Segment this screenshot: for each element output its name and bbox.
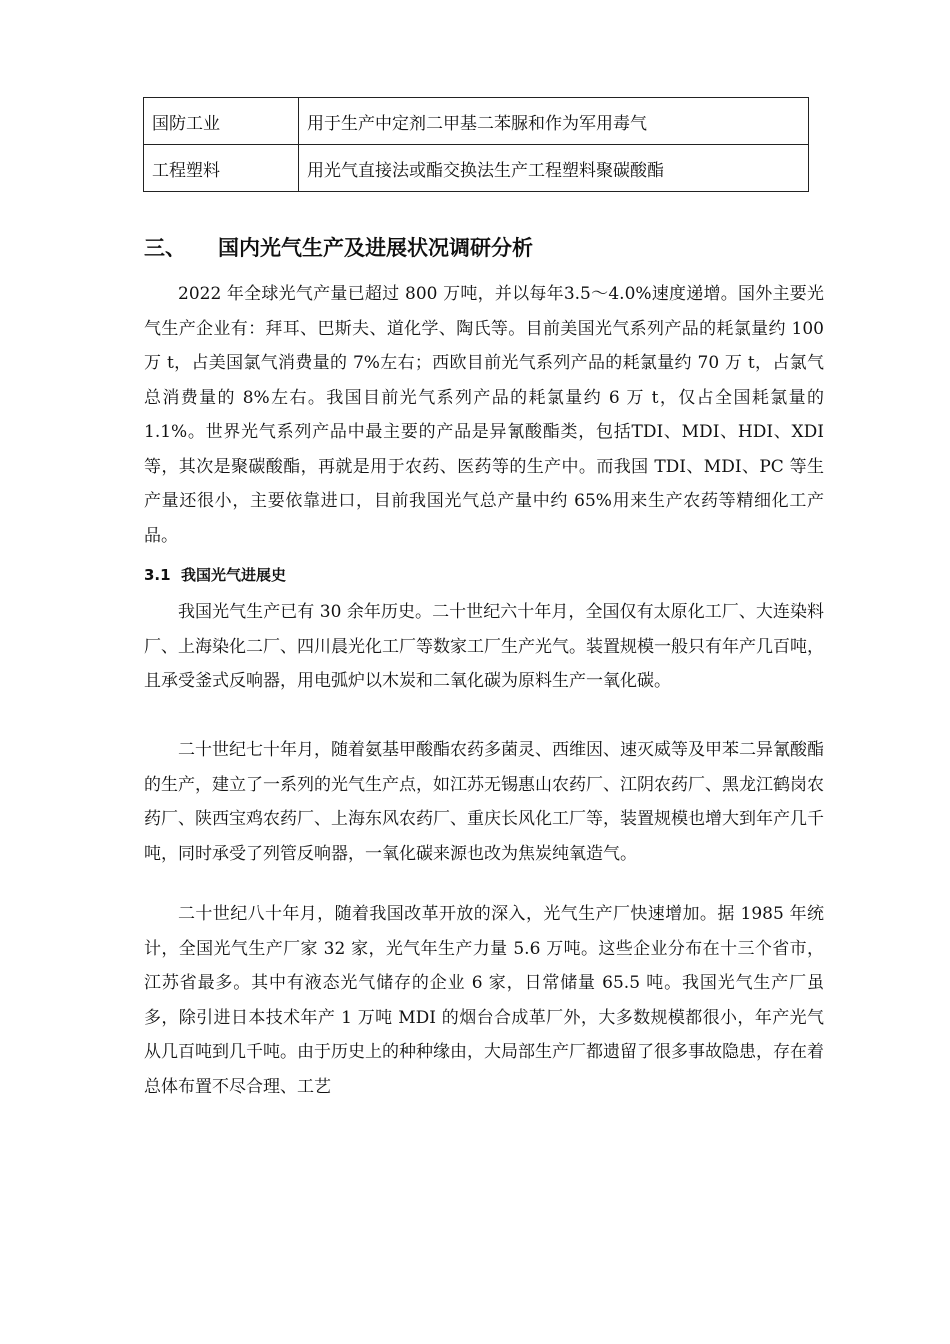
subsection-title: 我国光气进展史	[181, 566, 287, 584]
subsection-number: 3.1	[144, 566, 171, 584]
usage-table	[143, 97, 809, 192]
table-cell-usage: 用于生产中定剂二甲基二苯脲和作为军用毒气	[299, 98, 809, 145]
table-row	[144, 98, 809, 145]
section-number: 三、	[144, 236, 186, 260]
paragraph-global-production: 2022 年全球光气产量已超过 800 万吨，并以每年3.5～4.0%速度递增。国外主要光气生产企业有：拜耳、巴斯夫、道化学、陶氏等。目前美国光气系列产品的耗氯量约 100 万 t，占美国氯气消费量的 7%左右；西欧目前光气系列产品的耗氯量约 70 万 t，占氯气总消费量的 8%左右。我国目前光气系列产品的耗氯量约 6 万 t，仅占全国耗氯量的 1.1%。世界光气系列产品中最主要的产品是异氰酸酯类，包括TDI、MDI、HDI、XDI 等，其次是聚碳酸酯，再就是用于农药、医药等的生产中。而我国 TDI、MDI、PC 等生产量还很小，主要依靠进口，目前我国光气总产量中约 65%用来生产农药等精细化工产品。	[144, 284, 824, 546]
section-title: 国内光气生产及进展状况调研分析	[218, 236, 533, 260]
paragraph-1980s: 二十世纪八十年月，随着我国改革开放的深入，光气生产厂快速增加。据 1985 年统计，全国光气生产厂家 32 家，光气年生产力量 5.6 万吨。这些企业分布在十三个省市，江苏省最多。其中有液态光气储存的企业 6 家，日常储量 65.5 吨。我国光气生产厂虽多，除引进日本技术年产 1 万吨 MDI 的烟台合成革厂外，大多数规模都很小，年产光气从几百吨到几千吨。由于历史上的种种缘由，大局部生产厂都遗留了很多事故隐患，存在着总体布置不尽合理、工艺	[144, 904, 824, 1097]
paragraph-1970s: 二十世纪七十年月，随着氨基甲酸酯农药多菌灵、西维因、速灭威等及甲苯二异氰酸酯的生产，建立了一系列的光气生产点，如江苏无锡惠山农药厂、江阴农药厂、黑龙江鹤岗农药厂、陕西宝鸡农药厂、上海东风农药厂、重庆长风化工厂等，装置规模也增大到年产几千吨，同时承受了列管反响器，一氧化碳来源也改为焦炭纯氧造气。	[144, 740, 824, 864]
section-heading	[144, 232, 533, 262]
table-cell-usage: 用光气直接法或酯交换法生产工程塑料聚碳酸酯	[299, 145, 809, 192]
table-cell-field: 国防工业	[144, 98, 299, 145]
paragraph-1960s: 我国光气生产已有 30 余年历史。二十世纪六十年月，全国仅有太原化工厂、大连染料厂、上海染化二厂、四川晨光化工厂等数家工厂生产光气。装置规模一般只有年产几百吨，且承受釜式反响器，用电弧炉以木炭和二氧化碳为原料生产一氧化碳。	[144, 602, 824, 691]
table-cell-field: 工程塑料	[144, 145, 299, 192]
subsection-heading	[144, 564, 286, 585]
table-row	[144, 145, 809, 192]
